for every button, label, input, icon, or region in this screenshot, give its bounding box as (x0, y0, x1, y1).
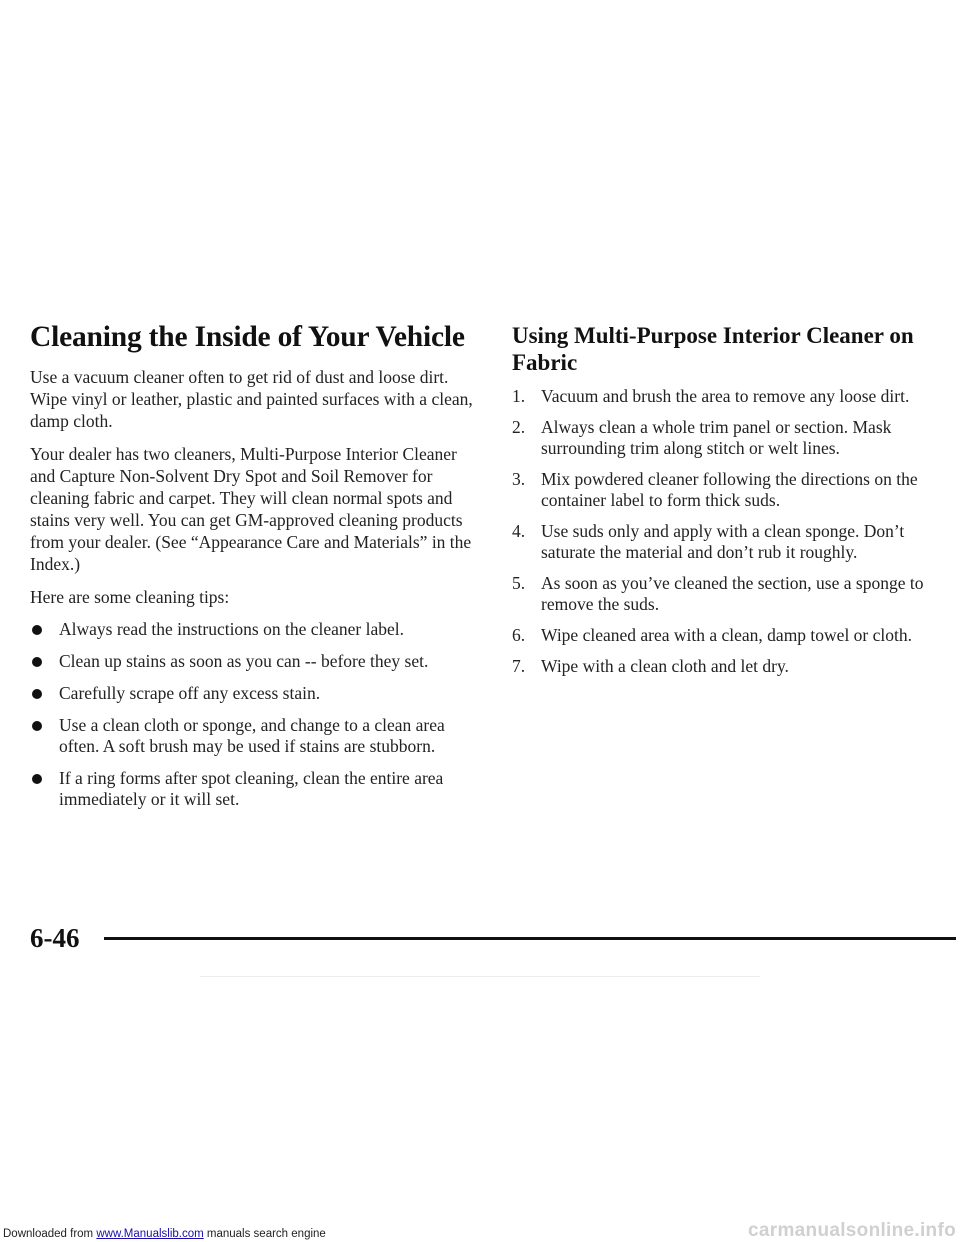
tips-intro: Here are some cleaning tips: (30, 587, 230, 607)
bullet-icon (32, 657, 42, 667)
list-item (30, 683, 478, 704)
list-item (30, 768, 478, 810)
manualslib-link[interactable]: www.Manualslib.com (96, 1228, 204, 1240)
step-number: 4. (512, 521, 526, 541)
step-item (512, 573, 957, 615)
list-item-text: If a ring forms after spot cleaning, clean the entire area immediately or it will set. (59, 768, 444, 809)
step-text: Wipe with a clean cloth and let dry. (541, 656, 789, 676)
step-text: Wipe cleaned area with a clean, damp towel or cloth. (541, 625, 913, 645)
page-number: 6-46 (30, 923, 80, 953)
list-item (30, 715, 478, 757)
cleaning-tips-list (30, 619, 478, 810)
brand-watermark: carmanualsonline.info (748, 1220, 956, 1241)
section-heading-cleaning-inside: Cleaning the Inside of Your Vehicle (30, 321, 465, 353)
watermark-prefix: Downloaded from (3, 1228, 97, 1240)
step-text: Mix powdered cleaner following the directions on the container label to form thick suds. (541, 469, 918, 510)
bullet-icon (32, 625, 42, 635)
right-column (512, 322, 957, 687)
step-item (512, 625, 957, 646)
bullet-icon (32, 721, 42, 731)
intro-paragraph: Use a vacuum cleaner often to get rid of dust and loose dirt. Wipe vinyl or leather, plastic and painted surfaces with a clean, damp cloth. (30, 367, 473, 431)
list-item-text: Clean up stains as soon as you can -- before they set. (59, 651, 429, 671)
step-item (512, 386, 957, 407)
list-item (30, 619, 478, 640)
step-text: Use suds only and apply with a clean sponge. Don’t saturate the material and don’t rub it roughly. (541, 521, 905, 562)
footer-divider (104, 937, 956, 940)
step-text: Always clean a whole trim panel or section. Mask surrounding trim along stitch or welt lines. (541, 417, 892, 458)
step-number: 6. (512, 625, 526, 645)
bullet-icon (32, 774, 42, 784)
step-item (512, 656, 957, 677)
watermark-text (3, 1226, 326, 1242)
watermark-suffix: manuals search engine (203, 1228, 326, 1240)
step-number: 2. (512, 417, 526, 437)
step-text: As soon as you’ve cleaned the section, use a sponge to remove the suds. (541, 573, 924, 614)
step-item (512, 469, 957, 511)
step-text: Vacuum and brush the area to remove any loose dirt. (541, 386, 910, 406)
list-item-text: Always read the instructions on the cleaner label. (59, 619, 405, 639)
list-item-text: Carefully scrape off any excess stain. (59, 683, 321, 703)
fabric-cleaning-steps (512, 386, 957, 677)
step-number: 5. (512, 573, 526, 593)
step-number: 3. (512, 469, 526, 489)
list-item-text: Use a clean cloth or sponge, and change to a clean area often. A soft brush may be used if stains are stubborn. (59, 715, 445, 756)
left-column (30, 318, 478, 821)
step-item (512, 417, 957, 459)
section-heading-multi-purpose-cleaner: Using Multi-Purpose Interior Cleaner on Fabric (512, 323, 914, 375)
bullet-icon (32, 689, 42, 699)
dealer-cleaners-paragraph: Your dealer has two cleaners, Multi-Purpose Interior Cleaner and Capture Non-Solvent Dry Spot and Soil Remover for cleaning fabric and carpet. They will clean normal spots and stains very well. You can get GM-approved cleaning products from your dealer. (See “Appearance Care and Materials” in the Index.) (30, 444, 472, 574)
list-item (30, 651, 478, 672)
download-watermark (0, 1220, 960, 1242)
scan-artifact-line (200, 976, 760, 977)
step-number: 1. (512, 386, 526, 406)
step-number: 7. (512, 656, 526, 676)
step-item (512, 521, 957, 563)
